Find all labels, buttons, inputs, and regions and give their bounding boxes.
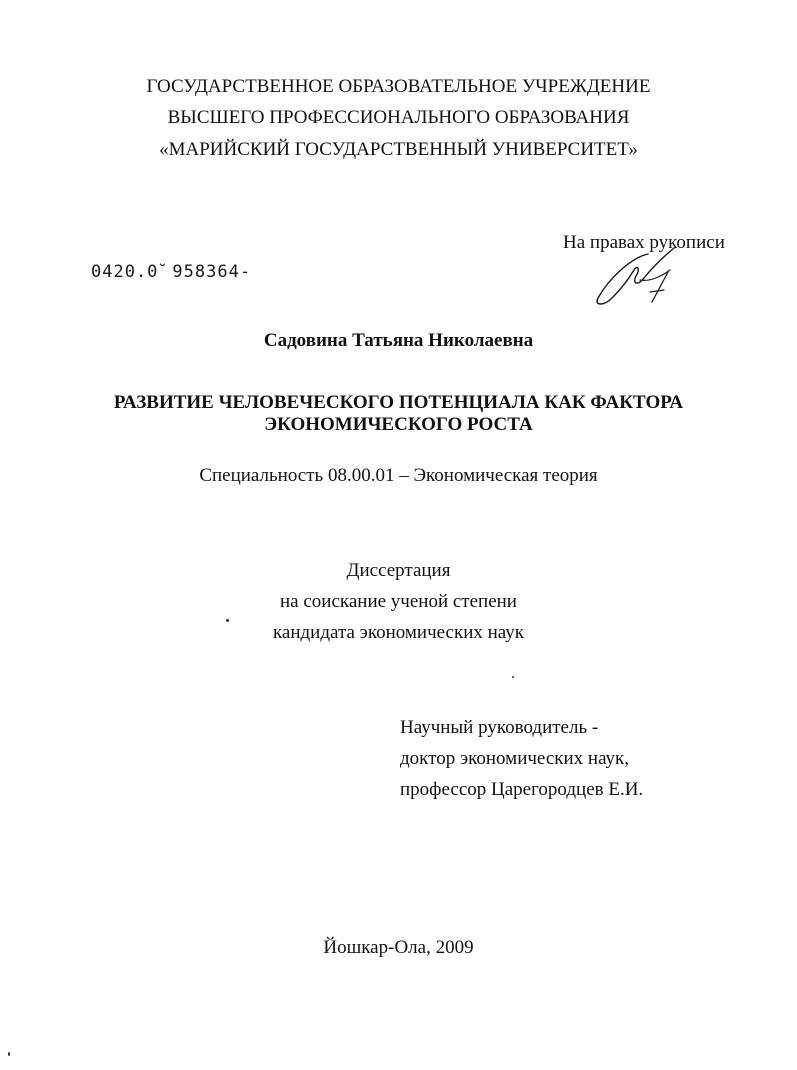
institution-line-2: ВЫСШЕГО ПРОФЕССИОНАЛЬНОГО ОБРАЗОВАНИЯ (167, 107, 630, 128)
supervisor-line-1: Научный руководитель - (400, 717, 599, 738)
scan-speck (512, 676, 514, 678)
specialty: Специальность 08.00.01 – Экономическая теория (199, 465, 598, 486)
degree-line-2: на соискание ученой степени (280, 591, 517, 612)
place-and-year: Йошкар-Ола, 2009 (323, 937, 474, 958)
degree-line-3: кандидата экономических наук (272, 622, 525, 643)
stamp-code: 0420.0̆ (91, 262, 159, 282)
institution-line-3: «МАРИЙСКИЙ ГОСУДАРСТВЕННЫЙ УНИВЕРСИТЕТ» (159, 139, 638, 160)
scan-speck (8, 1052, 10, 1056)
signature-icon (590, 240, 700, 310)
supervisor-line-3: профессор Царегородцев Е.И. (400, 779, 644, 800)
institution-line-1: ГОСУДАРСТВЕННОЕ ОБРАЗОВАТЕЛЬНОЕ УЧРЕЖДЕНИЕ (146, 76, 651, 97)
archive-stamp (91, 262, 251, 282)
author-name: Садовина Татьяна Николаевна (263, 330, 534, 351)
dissertation-title-line-2: ЭКОНОМИЧЕСКОГО РОСТА (264, 414, 533, 435)
degree-line-1: Диссертация (346, 560, 451, 581)
supervisor-line-2: доктор экономических наук, (400, 748, 630, 769)
rights-note: На правах рукописи (563, 232, 725, 253)
dissertation-title-line-1: РАЗВИТИЕ ЧЕЛОВЕЧЕСКОГО ПОТЕНЦИАЛА КАК ФАКТОРА (113, 392, 684, 413)
stamp-number: 958364- (172, 262, 252, 282)
scan-speck (226, 619, 229, 622)
